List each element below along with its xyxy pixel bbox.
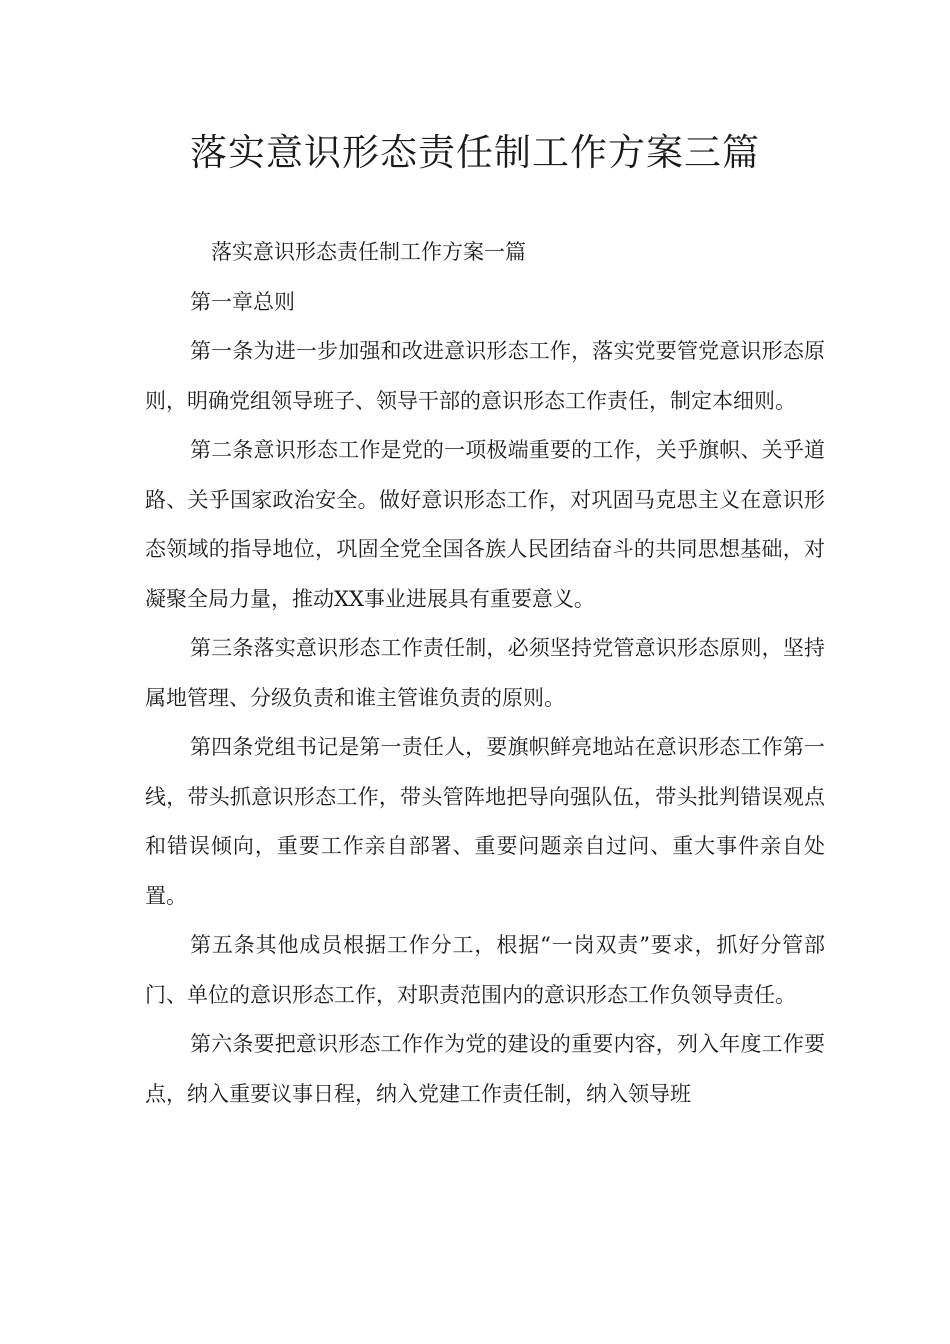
paragraph-article-6: 第六条要把意识形态工作作为党的建设的重要内容，列入年度工作要点，纳入重要议事日程，纳入党建工作责任制，纳入领导班 — [145, 1032, 825, 1106]
paragraph-article-4: 第四条党组书记是第一责任人，要旗帜鲜亮地站在意识形态工作第一线，带头抓意识形态工作，带头管阵地把导向强队伍，带头批判错误观点和错误倾向，重要工作亲自部署、重要问题亲自过问、重大事件亲自处置。 — [145, 735, 825, 908]
document-subtitle: 落实意识形态责任制工作方案一篇 — [211, 240, 526, 264]
paragraph-article-1: 第一条为进一步加强和改进意识形态工作，落实党要管党意识形态原则，明确党组领导班子、领导干部的意识形态工作责任，制定本细则。 — [145, 339, 825, 413]
paragraph-article-3: 第三条落实意识形态工作责任制，必须坚持党管意识形态原则，坚持属地管理、分级负责和谁主管谁负责的原则。 — [145, 636, 825, 710]
document-body — [145, 228, 825, 1119]
paragraph-article-2: 第二条意识形态工作是党的一项极端重要的工作，关乎旗帜、关乎道路、关乎国家政治安全。做好意识形态工作，对巩固马克思主义在意识形态领域的指导地位，巩固全党全国各族人民团结奋斗的共同思想基础，对凝聚全局力量，推动XX事业进展具有重要意义。 — [145, 438, 825, 611]
chapter-heading: 第一章总则 — [190, 289, 295, 314]
document-title: 落实意识形态责任制工作方案三篇 — [190, 131, 760, 174]
paragraph-article-5: 第五条其他成员根据工作分工，根据“一岗双责”要求，抓好分管部门、单位的意识形态工作，对职责范围内的意识形态工作负领导责任。 — [145, 933, 825, 1007]
